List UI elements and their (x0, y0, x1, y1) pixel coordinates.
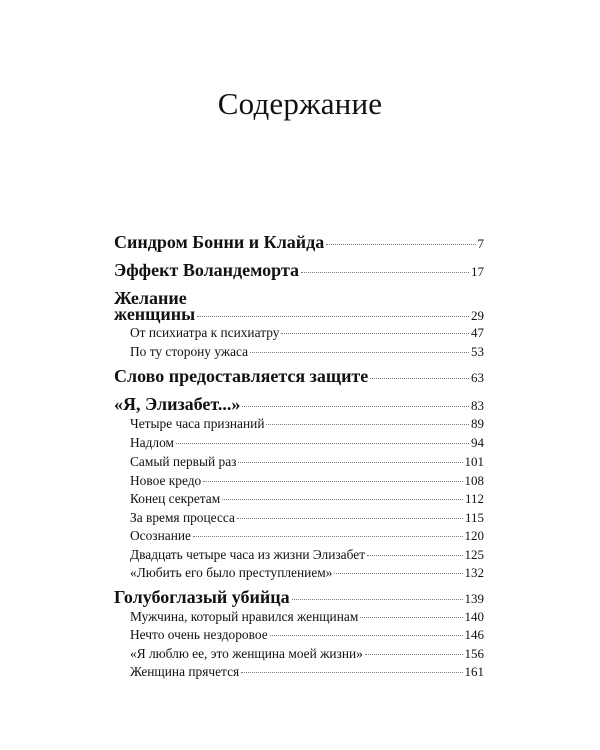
toc-label: Осознание (130, 528, 191, 543)
toc-section (130, 473, 484, 489)
toc-label: Конец секретам (130, 491, 221, 506)
dot-leader (334, 573, 462, 574)
toc-chapter (114, 587, 484, 608)
toc-section (130, 510, 484, 526)
toc-page-number: 112 (464, 491, 484, 506)
toc-label: Нечто очень нездоровое (130, 627, 268, 642)
toc-section (130, 547, 484, 563)
toc-page-number: 161 (464, 664, 484, 679)
toc-section (130, 416, 484, 432)
toc-page-number: 140 (464, 609, 484, 624)
toc-section (130, 435, 484, 451)
toc-section (130, 664, 484, 680)
toc-label: «Я, Элизабет...» (114, 394, 241, 414)
toc-page-number: 29 (471, 308, 484, 323)
toc-label: Мужчина, который нравился женщинам (130, 609, 359, 624)
toc-chapter-label-line1: Желание (114, 288, 187, 308)
toc-label: По ту сторону ужаса (130, 344, 249, 359)
dot-leader (360, 617, 462, 618)
dot-leader (367, 555, 462, 556)
dot-leader (365, 654, 463, 655)
dot-leader (292, 599, 463, 600)
dot-leader (193, 536, 463, 537)
toc-label: Синдром Бонни и Клайда (114, 232, 325, 252)
dot-leader (266, 424, 469, 425)
toc-section (130, 344, 484, 360)
toc-section (130, 646, 484, 662)
toc-chapter (114, 260, 484, 281)
dot-leader (237, 518, 463, 519)
toc-page-number: 101 (464, 454, 484, 469)
toc-page-number: 146 (464, 627, 484, 642)
toc-page-number: 108 (464, 473, 484, 488)
toc-label: «Любить его было преступлением» (130, 565, 333, 580)
toc-page-number: 120 (464, 528, 484, 543)
toc-page-number: 7 (477, 236, 484, 251)
dot-leader (222, 499, 463, 500)
toc-page-number: 94 (471, 435, 484, 450)
toc-page-number: 17 (471, 264, 484, 279)
toc-section (130, 627, 484, 643)
toc-page-number: 115 (464, 510, 484, 525)
dot-leader (241, 672, 462, 673)
dot-leader (301, 272, 469, 273)
toc-page-number: 89 (471, 416, 484, 431)
toc-label: Голубоглазый убийца (114, 587, 290, 607)
toc-label: Надлом (130, 435, 175, 450)
toc-section (130, 325, 484, 341)
toc-section (130, 528, 484, 544)
toc-section (130, 454, 484, 470)
toc-page-number: 47 (471, 325, 484, 340)
toc-label: Женщина прячется (130, 664, 240, 679)
toc-page-number: 125 (464, 547, 484, 562)
toc-label: Эффект Воландеморта (114, 260, 300, 280)
toc-chapter (114, 304, 484, 325)
toc-page-number: 63 (471, 370, 484, 385)
toc-page-number: 139 (464, 591, 484, 606)
dot-leader (176, 443, 469, 444)
toc-chapter (114, 232, 484, 253)
toc-page-number: 53 (471, 344, 484, 359)
toc-label: Новое кредо (130, 473, 202, 488)
toc-page-number: 132 (464, 565, 484, 580)
toc-page-number: 156 (464, 646, 484, 661)
dot-leader (270, 635, 463, 636)
toc-section (130, 565, 484, 581)
dot-leader (370, 378, 469, 379)
toc-section (130, 609, 484, 625)
toc-label: Двадцать четыре часа из жизни Элизабет (130, 547, 366, 562)
toc-label: Самый первый раз (130, 454, 237, 469)
dot-leader (242, 406, 469, 407)
toc-label: «Я люблю ее, это женщина моей жизни» (130, 646, 363, 661)
toc-label: Слово предоставляется защите (114, 366, 369, 386)
toc-page-number: 83 (471, 398, 484, 413)
toc-section (130, 491, 484, 507)
toc-label: Четыре часа признаний (130, 416, 265, 431)
dot-leader (238, 462, 462, 463)
toc-label: женщины (114, 304, 196, 324)
dot-leader (197, 316, 469, 317)
toc-chapter (114, 394, 484, 415)
toc-chapter (114, 366, 484, 387)
toc-label: За время процесса (130, 510, 235, 525)
page-title: Содержание (217, 86, 383, 121)
dot-leader (203, 481, 462, 482)
toc-label: От психиатра к психиатру (130, 325, 280, 340)
dot-leader (250, 352, 469, 353)
dot-leader (326, 244, 475, 245)
dot-leader (281, 333, 469, 334)
